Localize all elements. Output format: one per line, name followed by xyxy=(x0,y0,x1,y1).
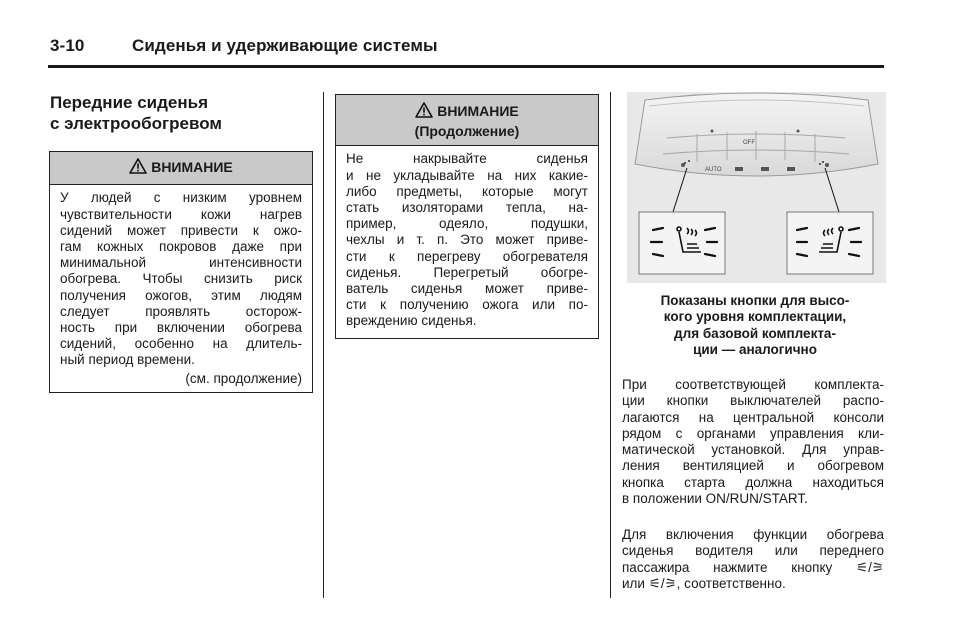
column-divider-right xyxy=(610,92,611,598)
warning-line: минимальной интенсивности xyxy=(60,255,302,271)
running-header xyxy=(50,36,438,56)
caption-line: Показаны кнопки для высо- xyxy=(660,293,850,308)
paragraph-line: в положении ON/RUN/START. xyxy=(622,491,808,507)
warning-line: сти к получению ожога или по- xyxy=(346,297,588,313)
warning-line: получения ожогов, этим людям xyxy=(60,287,302,303)
warning-line: обогрева. Чтобы снизить риск xyxy=(60,271,302,287)
warning-line: сидений может привести к ожо- xyxy=(60,222,302,238)
paragraph-line: кнопка старта должна находиться xyxy=(622,474,884,490)
warning-line: либо предметы, которые могут xyxy=(346,183,588,199)
paragraph-switch-location xyxy=(622,377,884,507)
caption-line: кого уровня комплектации, xyxy=(663,309,847,325)
figure-caption xyxy=(622,293,888,358)
page-number: 3-10 xyxy=(50,36,85,55)
warning-line: вреждению сиденья. xyxy=(346,313,477,329)
warning-line: следует проявлять осторож- xyxy=(60,303,302,319)
warning-text xyxy=(336,146,598,337)
warning-line: ватель сиденья может приве- xyxy=(346,280,588,296)
section-heading-line-1: Передние сиденья xyxy=(50,93,208,112)
paragraph-activation xyxy=(622,527,884,592)
section-heading xyxy=(50,92,222,134)
warning-line: чехлы и т. п. Это может приве- xyxy=(346,232,588,248)
warning-line: У людей с низким уровнем xyxy=(60,190,302,206)
caption-line: ции — аналогично xyxy=(693,341,817,357)
paragraph-line: лагаются на центральной консоли xyxy=(622,409,884,425)
paragraph-line: или ⚟/⚞, соответственно. xyxy=(622,575,786,591)
warning-text xyxy=(50,185,312,368)
warning-title: ВНИМАНИЕ xyxy=(437,103,519,119)
warning-triangle-icon xyxy=(129,158,147,178)
paragraph-line: ции кнопки выключателей распо- xyxy=(622,393,884,409)
warning-line: гам кожных покровов даже при xyxy=(60,238,302,254)
warning-line: пример, одеяло, подушки, xyxy=(346,216,588,232)
warning-line: ный период времени. xyxy=(60,352,195,368)
warning-header xyxy=(336,95,598,146)
warning-line: и не укладывайте на них какие- xyxy=(346,167,588,183)
warning-header xyxy=(50,152,312,185)
warning-line: сиденья. Перегретый обогре- xyxy=(346,264,588,280)
warning-line: Не накрывайте сиденья xyxy=(346,151,588,167)
section-title: Сиденья и удерживающие системы xyxy=(132,36,438,55)
panel-label: OFF xyxy=(743,140,755,146)
section-heading-line-2: с электрообогревом xyxy=(50,114,222,133)
paragraph-line: рядом с органами управления кли- xyxy=(622,425,884,441)
climate-panel-illustration xyxy=(627,92,886,283)
header-rule xyxy=(48,65,884,68)
warning-line: сти к перегреву обогревателя xyxy=(346,248,588,264)
paragraph-line: пассажира нажмите кнопку ⚟/⚞ xyxy=(622,559,884,575)
warning-line: ность при включении обогрева xyxy=(60,319,302,335)
warning-line: чувствительности кожи нагрев xyxy=(60,206,302,222)
paragraph-line: Для включения функции обогрева xyxy=(622,527,884,542)
climate-panel-photo xyxy=(627,92,886,283)
column-divider-left xyxy=(323,92,324,598)
paragraph-line: сиденья водителя или переднего xyxy=(622,543,884,559)
warning-box xyxy=(49,151,313,393)
warning-line: сидений, особенно на длитель- xyxy=(60,336,302,352)
paragraph-line: При соответствующей комплекта- xyxy=(622,377,884,392)
warning-line: стать изоляторами тепла, на- xyxy=(346,199,588,215)
warning-triangle-icon xyxy=(415,102,433,122)
panel-label: AUTO xyxy=(705,167,722,173)
paragraph-line: матической установкой. Для управ- xyxy=(622,442,884,458)
continued-note: (см. продолжение) xyxy=(185,370,302,386)
paragraph-line: ления вентиляцией и обогревом xyxy=(622,458,884,474)
warning-title: ВНИМАНИЕ xyxy=(151,159,233,175)
caption-line: для базовой комплекта- xyxy=(674,325,836,341)
warning-box-continued xyxy=(335,94,599,339)
warning-subtitle: (Продолжение) xyxy=(414,123,520,140)
